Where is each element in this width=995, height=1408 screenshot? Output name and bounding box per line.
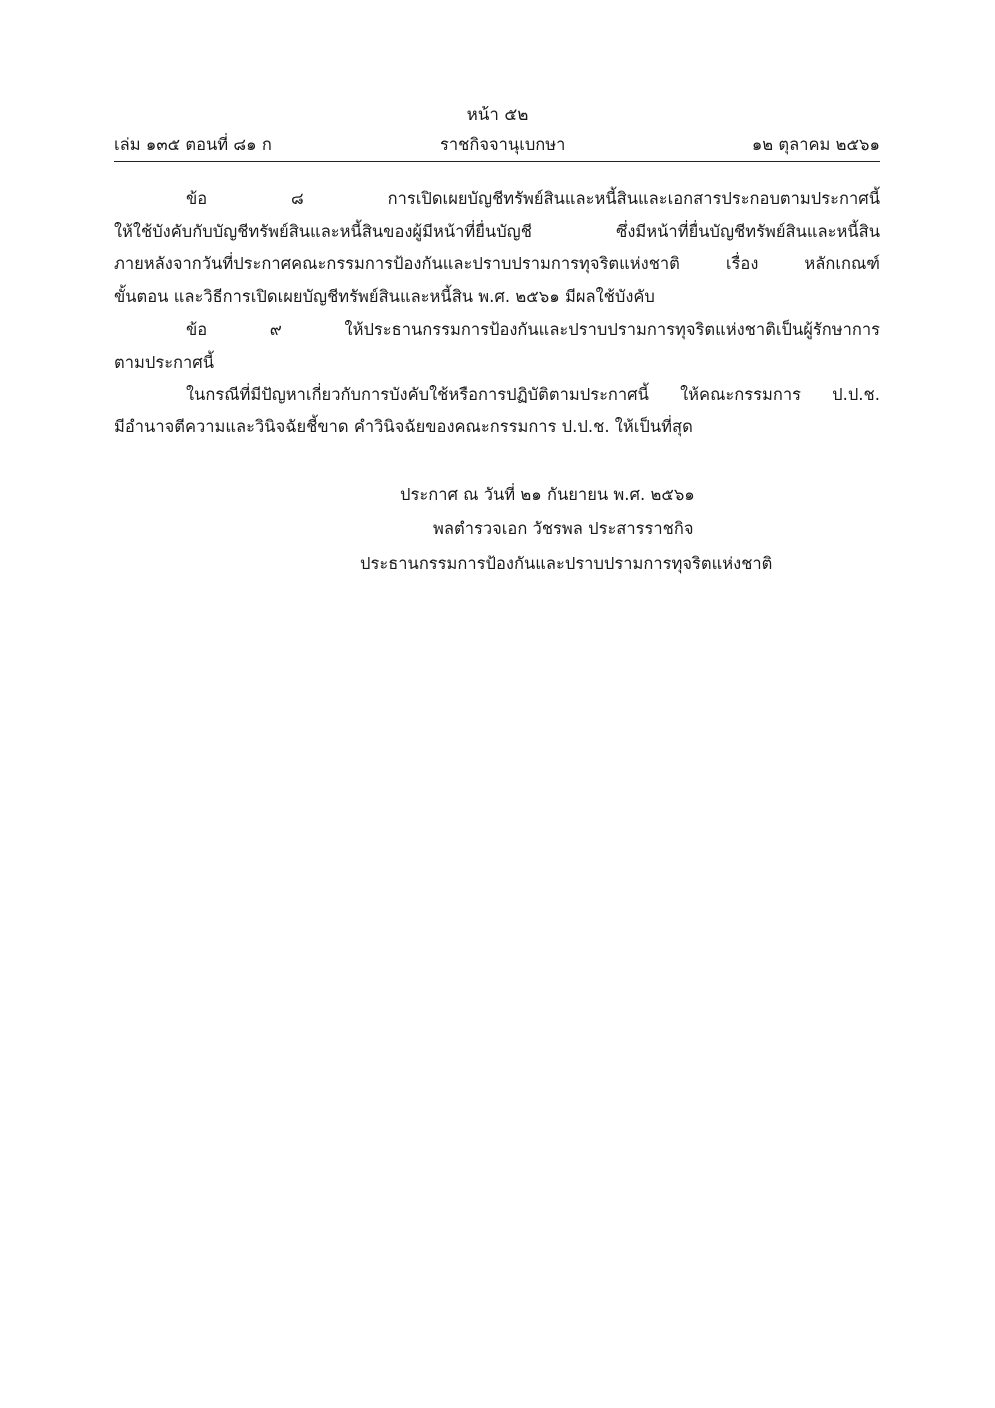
dispute-paragraph-line-1: ในกรณีที่มีปัญหาเกี่ยวกับการบังคับใช้หรือการปฏิบัติตามประกาศนี้ ให้คณะกรรมการ ป.ป.ช. [186, 385, 880, 404]
signatory-position: ประธานกรรมการป้องกันและปราบปรามการทุจริตแห่งชาติ [360, 554, 773, 573]
gazette-title: ราชกิจจานุเบกษา [440, 135, 566, 154]
clause-8-line-4: ขั้นตอน และวิธีการเปิดเผยบัญชีทรัพย์สินและหนี้สิน พ.ศ. ๒๕๖๑ มีผลใช้บังคับ [114, 287, 655, 306]
page-number: หน้า ๕๒ [466, 105, 529, 125]
dispute-paragraph-line-2: มีอำนาจตีความและวินิจฉัยชี้ขาด คำวินิจฉัยของคณะกรรมการ ป.ป.ช. ให้เป็นที่สุด [114, 417, 693, 436]
header-divider [114, 161, 880, 162]
clause-8-line-1: ข้อ ๘ การเปิดเผยบัญชีทรัพย์สินและหนี้สินและเอกสารประกอบตามประกาศนี้ [186, 189, 880, 208]
clause-9-line-1: ข้อ ๙ ให้ประธานกรรมการป้องกันและปราบปรามการทุจริตแห่งชาติเป็นผู้รักษาการ [186, 320, 880, 339]
clause-8-line-2: ให้ใช้บังคับกับบัญชีทรัพย์สินและหนี้สินของผู้มีหน้าที่ยื่นบัญชี ซึ่งมีหน้าที่ยื่นบัญชีทรัพย์สินและหนี้สิน [114, 222, 880, 241]
announcement-date: ประกาศ ณ วันที่ ๒๑ กันยายน พ.ศ. ๒๕๖๑ [400, 485, 695, 504]
clause-9-line-2: ตามประกาศนี้ [114, 353, 215, 372]
volume-issue: เล่ม ๑๓๕ ตอนที่ ๘๑ ก [114, 135, 272, 154]
gazette-header [114, 132, 880, 160]
clause-8-line-3: ภายหลังจากวันที่ประกาศคณะกรรมการป้องกันและปราบปรามการทุจริตแห่งชาติ เรื่อง หลักเกณฑ์ [114, 254, 880, 273]
signatory-name: พลตำรวจเอก วัชรพล ประสารราชกิจ [433, 519, 694, 538]
publication-date: ๑๒ ตุลาคม ๒๕๖๑ [751, 135, 880, 154]
